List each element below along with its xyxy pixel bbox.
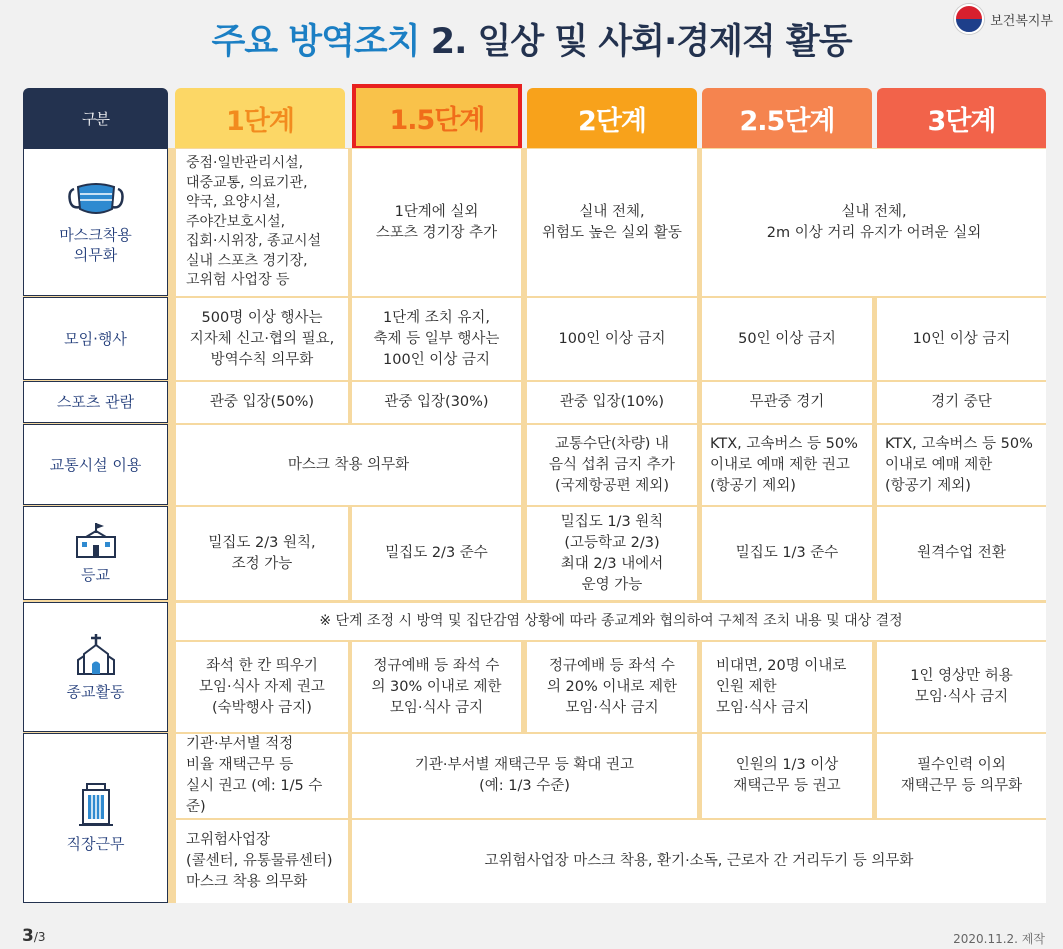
mask-stage1: 중점·일반관리시설, 대중교통, 의료기관, 약국, 요양시설, 주야간보호시설, 집회·시위장, 종교시설 실내 스포츠 경기장, 고위험 사업장 등 [176, 149, 348, 296]
category-transport: 교통시설 이용 [23, 424, 168, 505]
religion-stage3: 1인 영상만 허용 모임·식사 금지 [877, 642, 1046, 732]
work-stage1: 기관·부서별 적정 비율 재택근무 등 실시 권고 (예: 1/5 수준) [176, 734, 348, 818]
office-building-icon [78, 782, 114, 828]
sports-stage2-5: 무관중 경기 [702, 382, 872, 423]
work-stage1-high-risk: 고위험사업장 (콜센터, 유통물류센터) 마스크 착용 의무화 [176, 820, 348, 903]
religion-stage1: 좌석 한 칸 띄우기 모임·식사 자제 권고 (숙박행사 금지) [176, 642, 348, 732]
gathering-stage2: 100인 이상 금지 [527, 298, 697, 380]
category-sports: 스포츠 관람 [23, 381, 168, 423]
sports-stage1: 관중 입장(50%) [176, 382, 348, 423]
creation-date: 2020.11.2. 제작 [953, 932, 1045, 946]
header-stage-3: 3단계 [877, 88, 1046, 148]
transport-stage1-1-5: 마스크 착용 의무화 [176, 425, 521, 505]
korea-emblem-icon [954, 4, 984, 34]
religion-stage2: 정규예배 등 좌석 수 의 20% 이내로 제한 모임·식사 금지 [527, 642, 697, 732]
school-stage1: 밀집도 2/3 원칙, 조정 가능 [176, 507, 348, 600]
work-stage3: 필수인력 이외 재택근무 등 의무화 [877, 734, 1046, 818]
school-stage3: 원격수업 전환 [877, 507, 1046, 600]
mask-icon [66, 179, 126, 219]
page-title: 주요 방역조치 2. 일상 및 사회·경제적 활동 [211, 22, 852, 62]
religion-note: ※ 단계 조정 시 방역 및 집단감염 상황에 따라 종교계와 협의하여 구체적 조치 내용 및 대상 결정 [176, 603, 1046, 640]
work-stage1-5-3-high-risk: 고위험사업장 마스크 착용, 환기·소독, 근로자 간 거리두기 등 의무화 [352, 820, 1046, 903]
school-icon [74, 521, 118, 559]
work-stage2-5: 인원의 1/3 이상 재택근무 등 권고 [702, 734, 872, 818]
transport-stage3: KTX, 고속버스 등 50% 이내로 예매 제한 (항공기 제외) [877, 425, 1046, 505]
header-stage-1: 1단계 [175, 88, 345, 148]
gathering-stage3: 10인 이상 금지 [877, 298, 1046, 380]
header-stage-2: 2단계 [527, 88, 697, 148]
gathering-stage1: 500명 이상 행사는 지자체 신고·협의 필요, 방역수칙 의무화 [176, 298, 348, 380]
church-icon [74, 632, 118, 676]
category-school: 등교 [23, 506, 168, 600]
school-stage1-5: 밀집도 2/3 준수 [352, 507, 521, 600]
header-category: 구분 [23, 88, 168, 148]
transport-stage2-5: KTX, 고속버스 등 50% 이내로 예매 제한 권고 (항공기 제외) [702, 425, 872, 505]
sports-stage3: 경기 중단 [877, 382, 1046, 423]
category-work: 직장근무 [23, 733, 168, 903]
category-religion: 종교활동 [23, 602, 168, 732]
mask-stage2: 실내 전체, 위험도 높은 실외 활동 [527, 149, 697, 296]
school-stage2-5: 밀집도 1/3 준수 [702, 507, 872, 600]
work-stage1-5-2: 기관·부서별 재택근무 등 확대 권고 (예: 1/3 수준) [352, 734, 697, 818]
school-stage2: 밀집도 1/3 원칙 (고등학교 2/3) 최대 2/3 내에서 운영 가능 [527, 507, 697, 600]
mask-stage2-5-3: 실내 전체, 2m 이상 거리 유지가 어려운 실외 [702, 149, 1046, 296]
header-stage-1-5: 1.5단계 [352, 84, 522, 150]
mask-stage1-5: 1단계에 실외 스포츠 경기장 추가 [352, 149, 521, 296]
transport-stage2: 교통수단(차량) 내 음식 섭취 금지 추가 (국제항공편 제외) [527, 425, 697, 505]
gathering-stage1-5: 1단계 조치 유지, 축제 등 일부 행사는 100인 이상 금지 [352, 298, 521, 380]
religion-stage1-5: 정규예배 등 좌석 수 의 30% 이내로 제한 모임·식사 금지 [352, 642, 521, 732]
sports-stage2: 관중 입장(10%) [527, 382, 697, 423]
sports-stage1-5: 관중 입장(30%) [352, 382, 521, 423]
religion-stage2-5: 비대면, 20명 이내로 인원 제한 모임·식사 금지 [702, 642, 872, 732]
category-gathering: 모임·행사 [23, 297, 168, 380]
page-number: 3/3 [22, 926, 46, 946]
header-stage-2-5: 2.5단계 [702, 88, 872, 148]
ministry-logo: 보건복지부 [954, 4, 1053, 34]
gathering-stage2-5: 50인 이상 금지 [702, 298, 872, 380]
category-mask: 마스크착용 의무화 [23, 148, 168, 296]
